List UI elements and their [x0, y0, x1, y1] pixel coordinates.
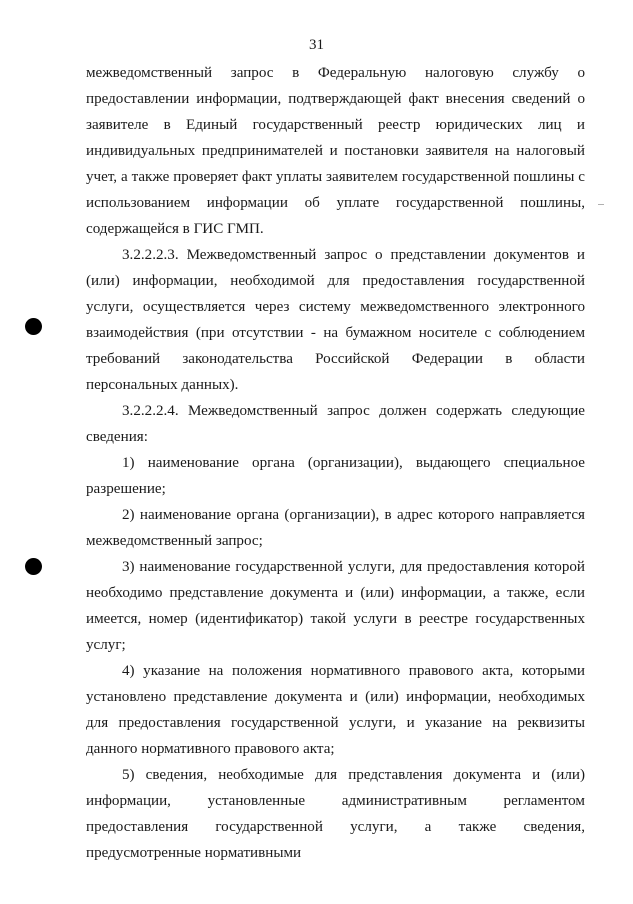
scan-artifact-mark — [598, 204, 604, 205]
list-item-5: 5) сведения, необходимые для представления документа и (или) информации, установленные административным регламентом предоставления государственной услуги, а также сведения, предусмотренные нормативными — [86, 767, 585, 861]
paragraph-3-2-2-2-4: 3.2.2.2.4. Межведомственный запрос должен содержать следующие сведения: — [86, 403, 585, 445]
punch-hole-mark — [25, 318, 42, 335]
document-body — [86, 60, 585, 866]
list-item-1: 1) наименование органа (организации), выдающего специальное разрешение; — [86, 455, 585, 497]
list-item-3: 3) наименование государственной услуги, для предоставления которой необходимо представление документа и (или) информации, а также, если имеется, номер (идентификатор) такой услуги в реестре государственных услуг; — [86, 559, 585, 653]
paragraph-3-2-2-2-3: 3.2.2.2.3. Межведомственный запрос о представлении документов и (или) информации, необходимой для предоставления государственной услуги, осуществляется через систему межведомственного электронного взаимодействия (при отсутствии - на бумажном носителе с соблюдением требований законодательства Российской Федерации в области персональных данных). — [86, 247, 585, 393]
paragraph-continuation: межведомственный запрос в Федеральную налоговую службу о предоставлении информации, подтверждающей факт внесения сведений о заявителе в Единый государственный реестр юридических лиц и индивидуальных предпринимателей и постановки заявителя на налоговый учет, а также проверяет факт уплаты заявителем государственной пошлины с использованием информации об уплате государственной пошлины, содержащейся в ГИС ГМП. — [86, 65, 585, 237]
list-item-2: 2) наименование органа (организации), в адрес которого направляется межведомственный запрос; — [86, 507, 585, 549]
list-item-4: 4) указание на положения нормативного правового акта, которыми установлено представление документа и (или) информации, необходимых для предоставления государственной услуги, и указание на реквизиты данного нормативного правового акта; — [86, 663, 585, 757]
punch-hole-mark — [25, 558, 42, 575]
page-number: 31 — [309, 37, 324, 53]
